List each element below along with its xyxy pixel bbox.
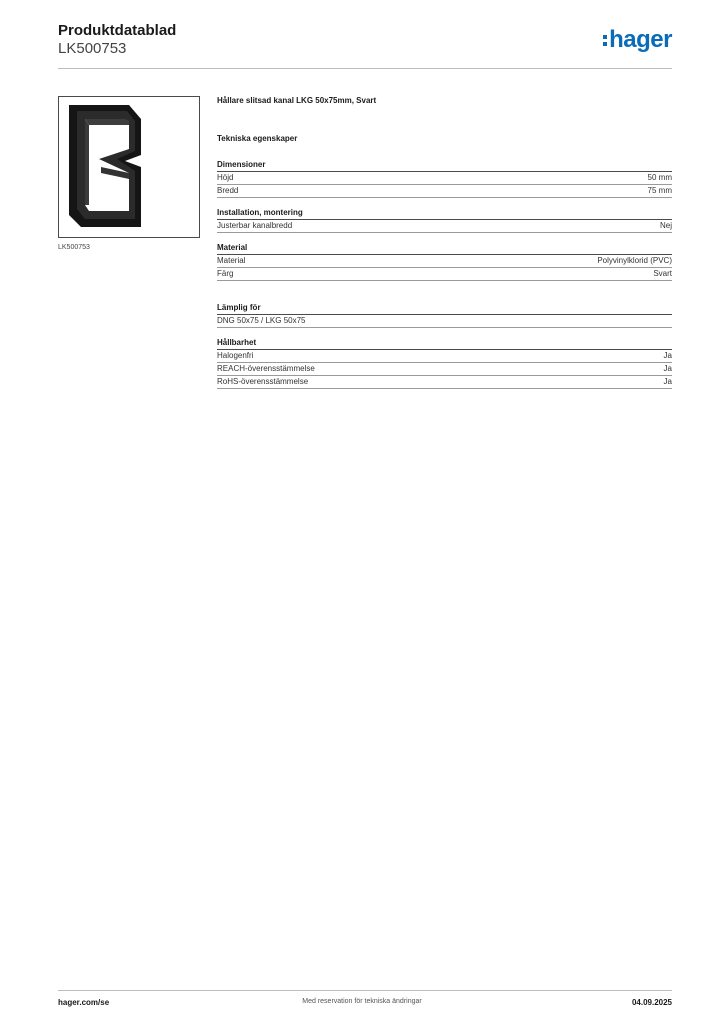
spec-label: Färg [217,269,234,278]
spec-row [217,185,672,198]
spec-label: Bredd [217,186,239,195]
spec-label: REACH-överensstämmelse [217,364,315,373]
spec-row [217,350,672,363]
spec-value: 50 mm [647,173,672,182]
footer-website-link[interactable]: hager.com/se [58,998,110,1007]
cable-holder-icon [59,97,199,237]
spec-row [217,315,672,328]
section-title: Dimensioner [217,160,672,172]
spec-label: RoHS-överensstämmelse [217,377,309,386]
section-lamplig [217,303,672,328]
section-material [217,243,672,281]
spec-label: Höjd [217,173,234,182]
logo-text: hager [609,26,672,53]
product-image [58,96,200,238]
spec-value: Ja [663,364,672,373]
section-title: Hållbarhet [217,338,672,350]
footer-disclaimer: Med reservation för tekniska ändringar [302,998,422,1005]
product-name: Hållare slitsad kanal LKG 50x75mm, Svart [217,96,377,105]
spec-label: DNG 50x75 / LKG 50x75 [217,316,306,325]
section-dimensioner [217,160,672,198]
section-title: Lämplig för [217,303,672,315]
header-divider [58,68,672,69]
spec-value: Ja [663,377,672,386]
spec-value: Polyvinylklorid (PVC) [597,256,672,265]
section-hallbarhet [217,338,672,389]
document-header [58,22,176,58]
hager-logo [603,28,672,52]
spec-value: Ja [663,351,672,360]
spec-row [217,172,672,185]
tech-heading: Tekniska egenskaper [217,134,298,143]
spec-row [217,220,672,233]
footer-date: 04.09.2025 [631,998,672,1007]
spec-value: 75 mm [647,186,672,195]
document-title: Produktdatablad [58,22,177,39]
spec-row [217,255,672,268]
section-title: Installation, montering [217,208,672,220]
section-installation [217,208,672,233]
spec-value: Nej [659,221,672,230]
spec-label: Material [217,256,246,265]
spec-label: Halogenfri [217,351,254,360]
image-caption: LK500753 [58,244,90,251]
logo-mark-icon [603,35,607,46]
article-number: LK500753 [58,40,127,57]
spec-label: Justerbar kanalbredd [217,221,293,230]
spec-content [217,96,672,399]
spec-row [217,268,672,281]
section-title: Material [217,243,672,255]
spec-value: Svart [653,269,672,278]
spec-row [217,363,672,376]
spec-row [217,376,672,389]
footer-divider [58,990,672,991]
